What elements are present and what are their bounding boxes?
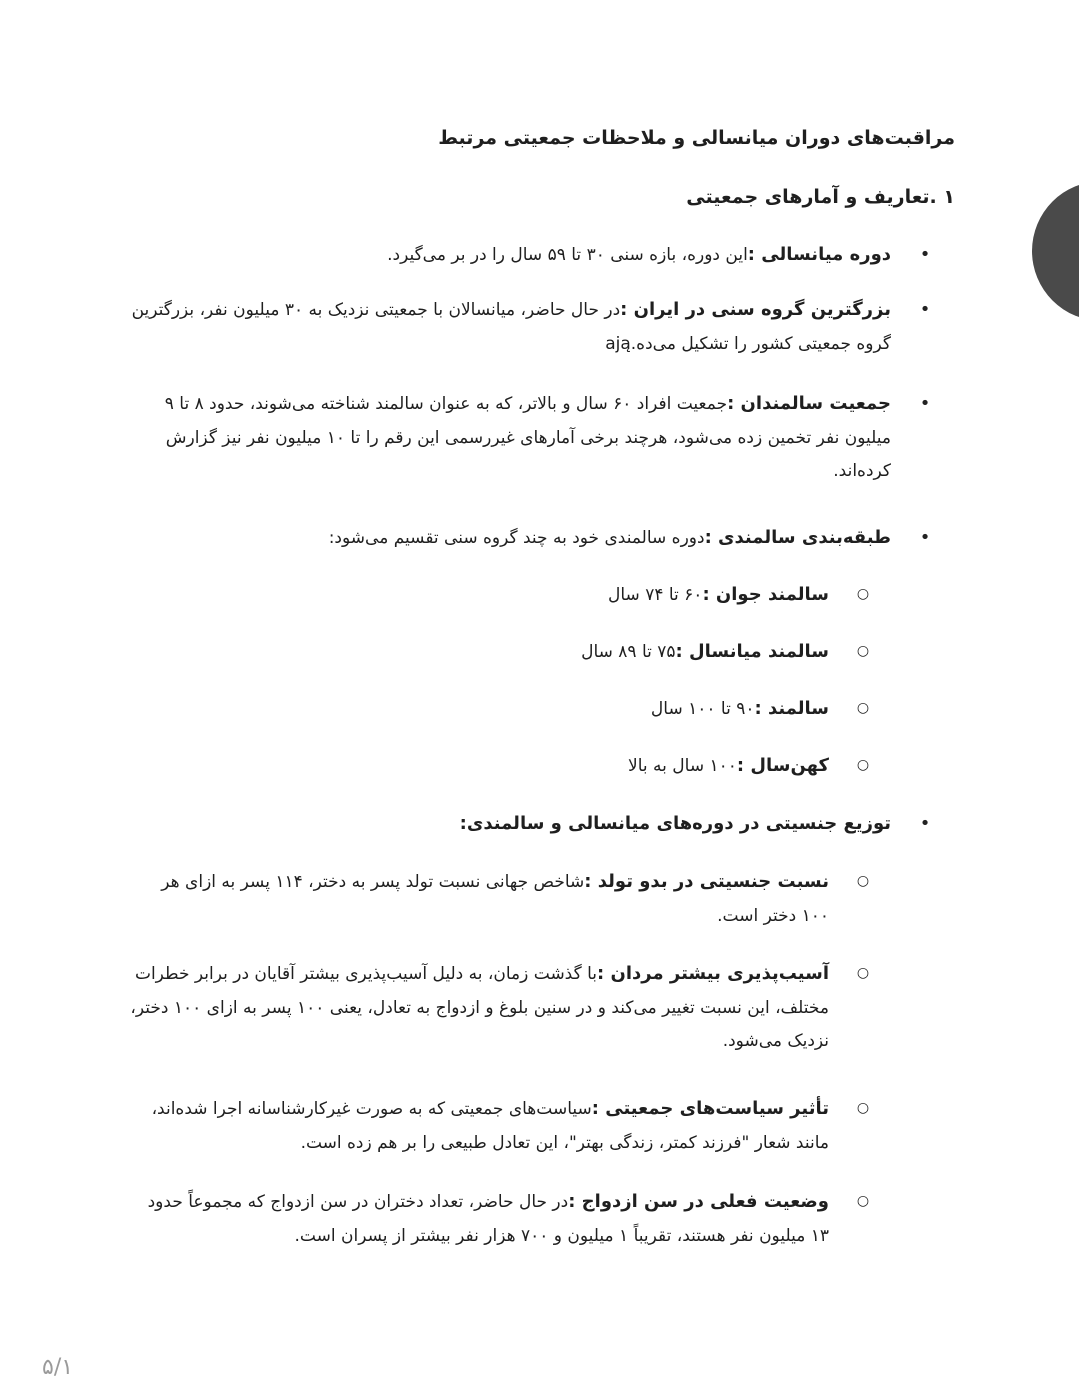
- item-lead: وضعیت فعلی در سن ازدواج :: [568, 1191, 829, 1212]
- item-text: ۶۰ تا ۷۴ سال: [608, 585, 703, 605]
- item-lead: تأثیر سیاست‌های جمعیتی :: [591, 1098, 829, 1119]
- item-text: ۱۰۰ سال به بالا: [628, 756, 737, 776]
- bullet-marker: •: [919, 393, 931, 414]
- sub-item-birth-sex-ratio: [129, 865, 870, 933]
- list-item-elderly-classification: [131, 521, 931, 556]
- document-title: مراقبت‌های دوران میانسالی و ملاحظات جمعیتی مرتبط: [438, 127, 955, 149]
- item-text: ۹۰ تا ۱۰۰ سال: [650, 699, 755, 719]
- sub-bullet-marker: ○: [856, 965, 870, 981]
- page-number: ۵/۱: [42, 1355, 74, 1380]
- sub-bullet-marker: ○: [856, 757, 870, 773]
- sub-bullet-marker: ○: [856, 643, 870, 659]
- side-tab-marker: [1032, 181, 1079, 321]
- item-text: با گذشت زمان، به دلیل آسیب‌پذیری بیشتر آقایان در برابر خطرات مختلف، این نسبت تغییر می‌کند و در سنین بلوغ و ازدواج به تعادل، یعنی ۱۰۰ پسر به ازای ۱۰۰ دختر، نزدیک می‌شود.: [130, 964, 829, 1051]
- item-text: این دوره، بازه سنی ۳۰ تا ۵۹ سال را در بر می‌گیرد.: [387, 245, 748, 265]
- item-text: سیاست‌های جمعیتی که به صورت غیرکارشناسانه اجرا شده‌اند، مانند شعار "فرزند کمتر، زندگی بهتر"، این تعادل طبیعی را بر هم زده است.: [151, 1099, 829, 1153]
- item-lead: توزیع جنسیتی در دوره‌های میانسالی و سالمندی:: [459, 813, 891, 834]
- bullet-marker: •: [919, 813, 931, 834]
- bullet-marker: •: [919, 244, 931, 265]
- item-lead: طبقه‌بندی سالمندی :: [704, 527, 891, 548]
- item-lead: سالمند :: [754, 698, 829, 719]
- sub-bullet-marker: ○: [856, 586, 870, 602]
- section-heading: ۱ .تعاریف و آمارهای جمعیتی: [686, 186, 955, 208]
- bullet-marker: •: [919, 527, 931, 548]
- item-text: شاخص جهانی نسبت تولد پسر به دختر، ۱۱۴ پسر به ازای هر ۱۰۰ دختر است.: [161, 872, 829, 926]
- item-text: جمعیت افراد ۶۰ سال و بالاتر، که به عنوان سالمند شناخته می‌شوند، حدود ۸ تا ۹ میلیون نفر تخمین زده می‌شود، هرچند برخی آمارهای غیررسمی این رقم را تا ۱۰ میلیون نفر نیز گزارش کرده‌اند.: [164, 394, 891, 481]
- item-lead: کهن‌سال :: [736, 755, 829, 776]
- item-lead: نسبت جنسیتی در بدو تولد :: [584, 871, 829, 892]
- item-text: در حال حاضر، تعداد دختران در سن ازدواج که مجموعاً حدود ۱۳ میلیون نفر هستند، تقریباً ۱ میلیون و ۷۰۰ هزار نفر بیشتر از پسران است.: [147, 1192, 829, 1246]
- sub-bullet-marker: ○: [856, 700, 870, 716]
- sub-item-oldest-old: [129, 749, 870, 784]
- sub-bullet-marker: ○: [856, 873, 870, 889]
- item-lead: دوره میانسالی :: [747, 244, 891, 265]
- item-text: دوره سالمندی خود به چند گروه سنی تقسیم می‌شود:: [328, 528, 705, 548]
- sub-bullet-marker: ○: [856, 1100, 870, 1116]
- item-lead: سالمند جوان :: [702, 584, 829, 605]
- list-item-elderly-population: [131, 387, 931, 489]
- sub-item-middle-elderly: [129, 635, 870, 670]
- list-item-middle-age: [131, 238, 931, 273]
- sub-item-elderly: [129, 692, 870, 727]
- item-text: ۷۵ تا ۸۹ سال: [581, 642, 676, 662]
- bullet-marker: •: [919, 299, 931, 320]
- item-lead: سالمند میانسال :: [675, 641, 829, 662]
- list-item-gender-distribution: [131, 807, 931, 842]
- sub-item-marriage-age-status: [129, 1185, 870, 1253]
- item-lead: آسیب‌پذیری بیشتر مردان :: [597, 963, 829, 984]
- sub-item-young-elderly: [129, 578, 870, 613]
- sub-item-male-vulnerability: [129, 957, 870, 1059]
- sub-bullet-marker: ○: [856, 1193, 870, 1209]
- item-text: در حال حاضر، میانسالان با جمعیتی نزدیک به ۳۰ میلیون نفر، بزرگترین گروه جمعیتی کشور را تشکیل می‌ده.ają: [131, 300, 891, 354]
- item-lead: جمعیت سالمندان :: [727, 393, 891, 414]
- list-item-largest-age-group: [131, 293, 931, 361]
- item-lead: بزرگترین گروه سنی در ایران :: [620, 299, 891, 320]
- sub-item-population-policy: [129, 1092, 870, 1160]
